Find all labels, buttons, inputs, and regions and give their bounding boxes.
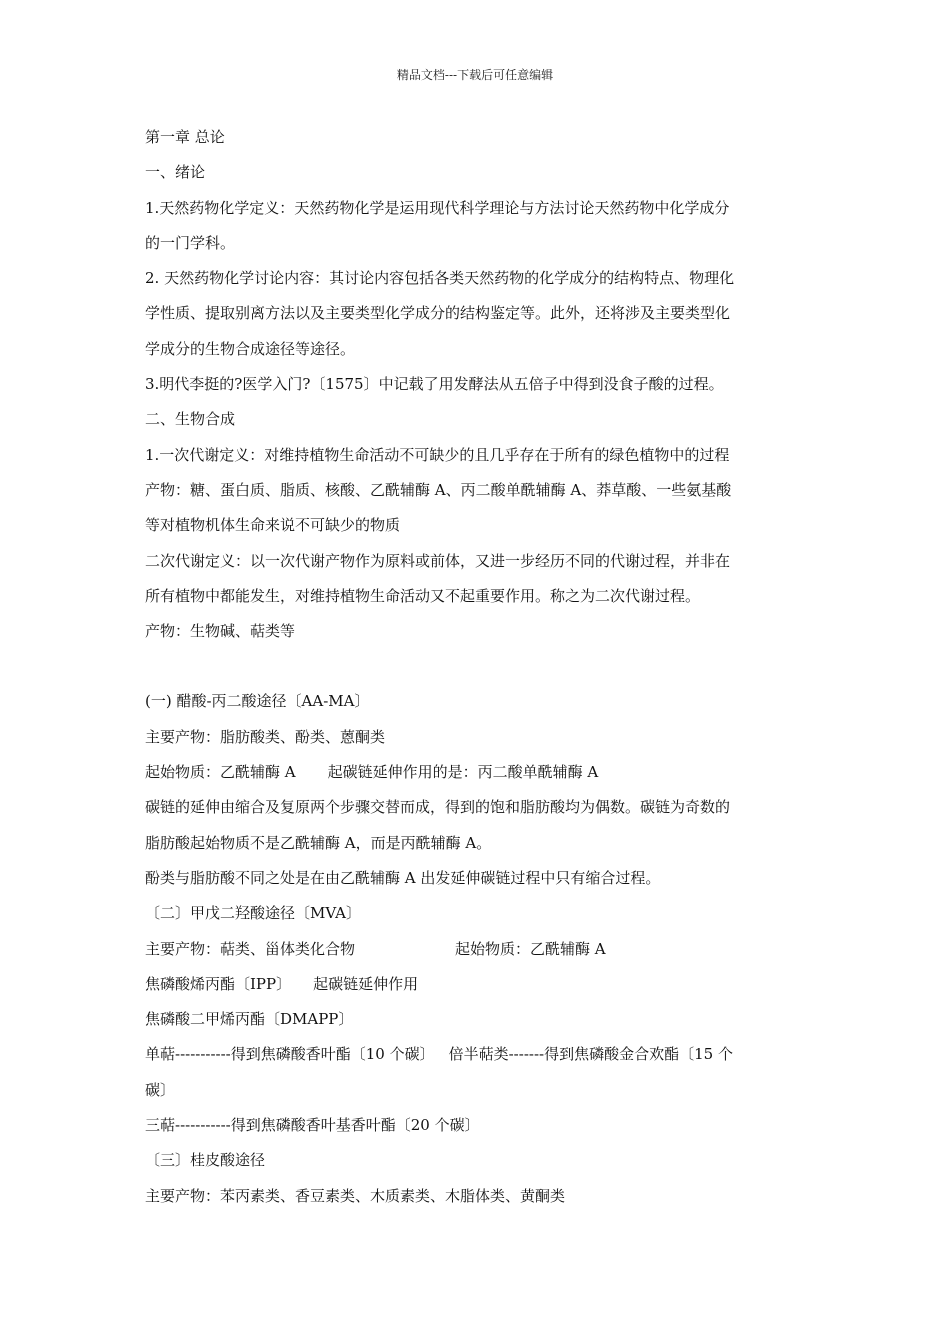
paragraph-line: 主要产物：脂肪酸类、酚类、蒽酮类 <box>145 727 386 746</box>
paragraph-line: 碳链的延伸由缩合及复原两个步骤交替而成，得到的饱和脂肪酸均为偶数。碳链为奇数的 <box>145 798 731 817</box>
paragraph-line: 主要产物：苯丙素类、香豆素类、木质素类、木脂体类、黄酮类 <box>145 1186 566 1205</box>
paragraph-line: 2. 天然药物化学讨论内容：其讨论内容包括各类天然药物的化学成分的结构特点、物理化 <box>145 269 735 288</box>
paragraph-line: 酚类与脂肪酸不同之处是在由乙酰辅酶 A 出发延伸碳链过程中只有缩合过程。 <box>145 868 661 887</box>
paragraph-line: 学性质、提取别离方法以及主要类型化学成分的结构鉴定等。此外，还将涉及主要类型化 <box>145 304 731 323</box>
section-heading-intro: 一、绪论 <box>145 163 206 182</box>
paragraph-line: 二次代谢定义：以一次代谢产物作为原料或前体，又进一步经历不同的代谢过程，并非在 <box>145 551 731 570</box>
paragraph-line <box>145 760 810 795</box>
subsection-heading-mva: 〔二〕甲戊二羟酸途径〔MVA〕 <box>145 904 362 923</box>
subsection-heading-aa-ma: (一) 醋酸-丙二酸途径〔AA-MA〕 <box>145 692 370 711</box>
paragraph-line: 产物：生物碱、萜类等 <box>145 622 296 641</box>
line-segment: 主要产物：萜类、甾体类化合物 <box>145 939 356 958</box>
line-segment: 焦磷酸烯丙酯〔IPP〕 <box>145 974 292 993</box>
blank-line <box>145 654 810 689</box>
paragraph-line: 学成分的生物合成途径等途径。 <box>145 339 356 358</box>
paragraph-line <box>145 972 810 1007</box>
section-heading-biosynthesis: 二、生物合成 <box>145 410 236 429</box>
paragraph-line: 所有植物中都能发生，对维持植物生命活动又不起重要作用。称之为二次代谢过程。 <box>145 586 701 605</box>
paragraph-line: 产物：糖、蛋白质、脂质、核酸、乙酰辅酶 A、丙二酸单酰辅酶 A、莽草酸、一些氨基酸 <box>145 480 732 499</box>
paragraph-line: 脂肪酸起始物质不是乙酰辅酶 A，而是丙酰辅酶 A。 <box>145 833 492 852</box>
line-segment: 起始物质：乙酰辅酶 A <box>455 939 606 958</box>
paragraph-line: 1.一次代谢定义：对维持植物生命活动不可缺少的且几乎存在于所有的绿色植物中的过程 <box>145 445 730 464</box>
subsection-heading-cinnamic: 〔三〕桂皮酸途径 <box>145 1151 266 1170</box>
paragraph-line: 等对植物机体生命来说不可缺少的物质 <box>145 516 401 535</box>
chapter-title: 第一章 总论 <box>145 128 225 146</box>
paragraph-line: 的一门学科。 <box>145 233 236 252</box>
paragraph-line: 三萜-----------得到焦磷酸香叶基香叶酯〔20 个碳〕 <box>145 1116 480 1135</box>
paragraph-line: 碳〕 <box>145 1080 176 1099</box>
paragraph-line: 3.明代李挺的?医学入门?〔1575〕中记载了用发酵法从五倍子中得到没食子酸的过程。 <box>145 375 724 394</box>
paragraph-line <box>145 1042 810 1077</box>
line-segment: 起碳链延伸作用的是：丙二酸单酰辅酶 A <box>327 763 599 782</box>
paragraph-line <box>145 937 810 972</box>
line-segment: 倍半萜类-------得到焦磷酸金合欢酯〔15 个 <box>448 1045 733 1064</box>
document-body <box>145 125 810 1219</box>
page-header: 精品文档---下载后可任意编辑 <box>396 68 554 82</box>
paragraph-line: 1.天然药物化学定义：天然药物化学是运用现代科学理论与方法讨论天然药物中化学成分 <box>145 198 730 217</box>
line-segment: 起碳链延伸作用 <box>313 974 419 993</box>
line-segment: 单萜-----------得到焦磷酸香叶酯〔10 个碳〕 <box>145 1045 435 1064</box>
paragraph-line: 焦磷酸二甲烯丙酯〔DMAPP〕 <box>145 1010 354 1029</box>
line-segment: 起始物质：乙酰辅酶 A <box>145 763 296 782</box>
